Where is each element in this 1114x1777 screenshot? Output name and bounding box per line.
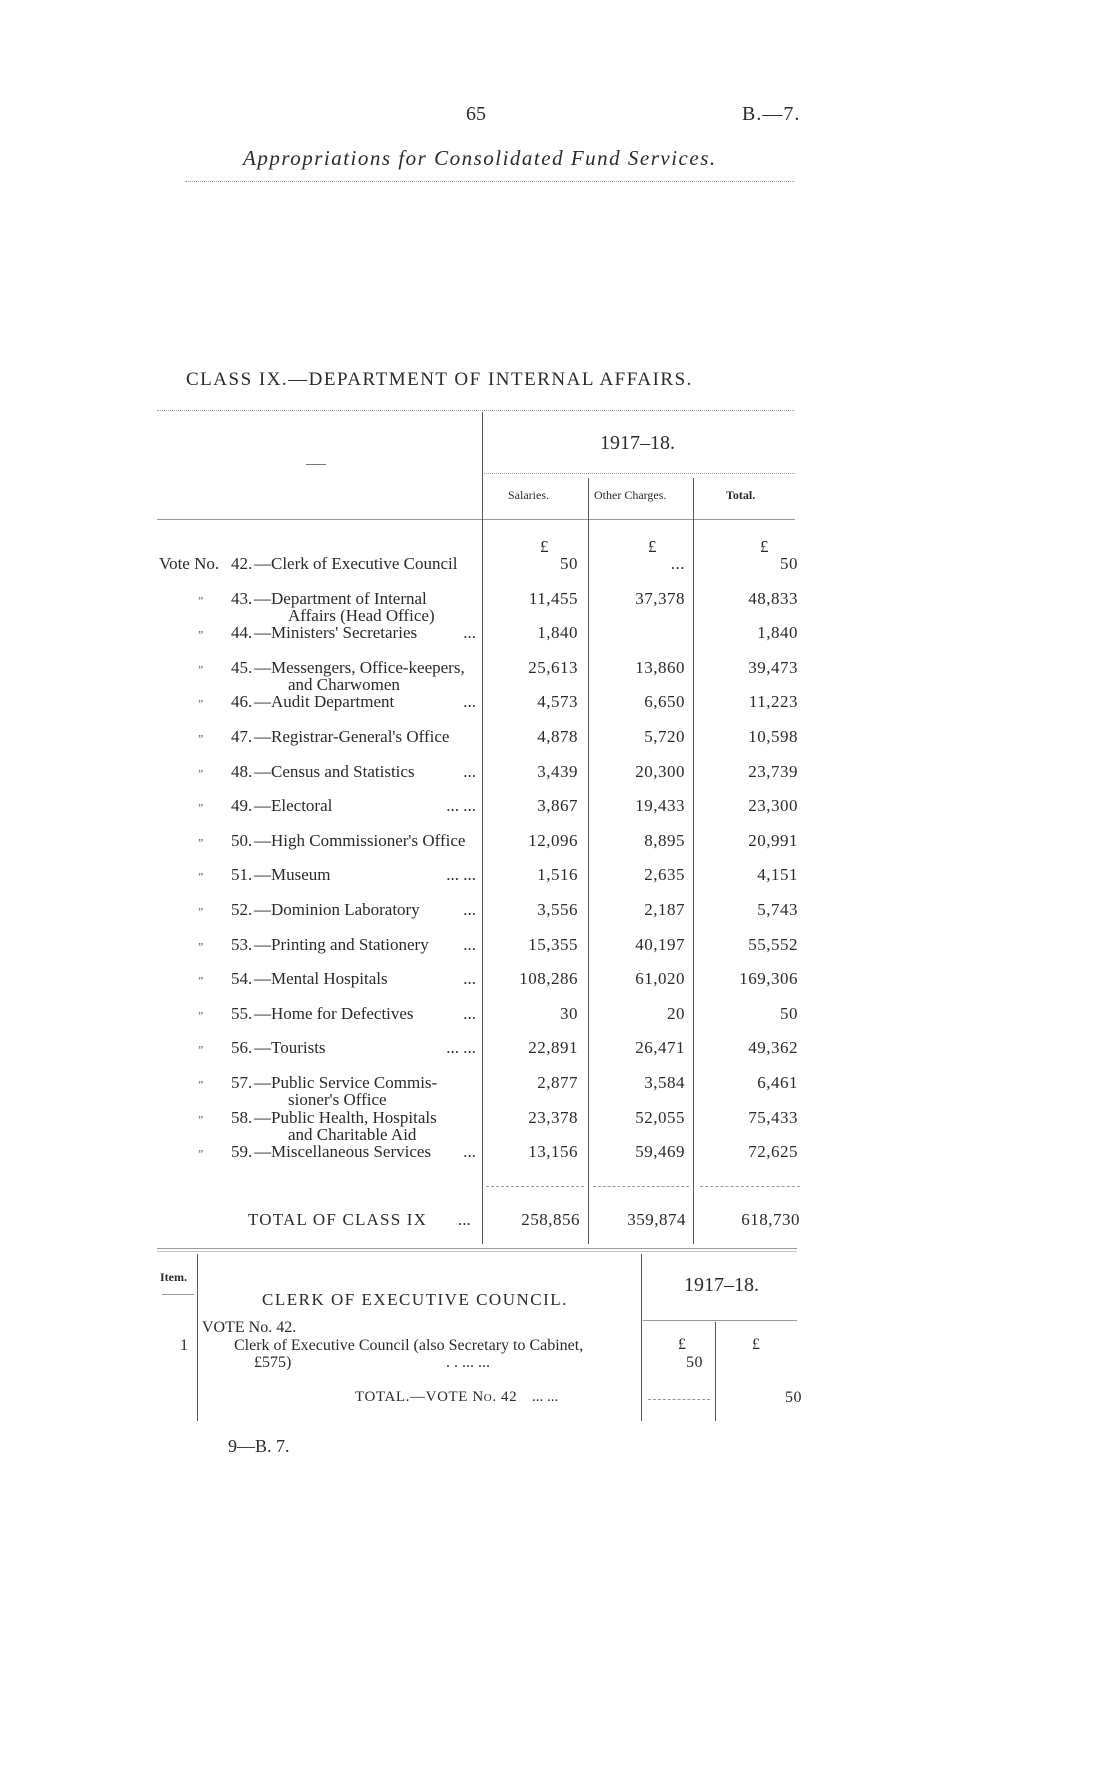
- other-value: 3,584: [644, 1073, 685, 1092]
- vote-name: —Home for Defectives: [254, 1003, 414, 1023]
- salaries-value: 13,156: [528, 1142, 578, 1162]
- vote-number: 45.: [231, 657, 253, 677]
- vote-number: 55.: [231, 1003, 253, 1023]
- ditto-mark: „: [198, 828, 205, 843]
- other-value: 20,300: [635, 761, 685, 781]
- vote-name-cont: Affairs (Head Office): [288, 605, 435, 625]
- total-value: 10,598: [748, 727, 798, 746]
- salaries-value: 4,878: [537, 727, 578, 746]
- amount-inner-divider: [715, 1322, 716, 1421]
- ditto-mark: „: [198, 690, 205, 705]
- total-value: 48,833: [748, 588, 798, 608]
- vote-name: —Tourists: [254, 1038, 326, 1058]
- col-header-other: Other Charges.: [594, 488, 667, 502]
- stub-divider: [482, 412, 483, 1244]
- vote-name: —Printing and Stationery: [254, 934, 429, 954]
- vote-number: 54.: [231, 969, 253, 989]
- other-value: 61,020: [635, 969, 685, 989]
- total-value: 39,473: [748, 657, 798, 677]
- other-value: 40,197: [635, 934, 685, 954]
- item-number: 1: [180, 1337, 188, 1354]
- ditto-mark: „: [198, 655, 205, 670]
- vote-name: —Registrar-General's Office: [254, 727, 450, 746]
- document-ref: B.—7.: [742, 103, 801, 125]
- salaries-divider: [588, 478, 589, 1244]
- vote-name: —Public Health, Hospitals: [254, 1107, 437, 1127]
- vote-number: 43.: [231, 588, 253, 608]
- item-line-1: Clerk of Executive Council (also Secretary to Cabinet,: [234, 1337, 584, 1354]
- unit-total: £: [760, 537, 769, 556]
- ditto-mark: „: [198, 586, 205, 601]
- vote-name-cont: sioner's Office: [288, 1090, 387, 1109]
- vote-dots: ... ...: [446, 796, 476, 816]
- page-title: Appropriations for Consolidated Fund Services.: [243, 146, 717, 170]
- total-value: 11,223: [748, 692, 798, 712]
- salaries-value: 25,613: [528, 657, 578, 677]
- salaries-value: 12,096: [528, 830, 578, 850]
- unit-salaries: £: [540, 537, 549, 556]
- total-value: 23,739: [748, 761, 798, 781]
- total-value: 20,991: [748, 830, 798, 850]
- vote-name: —Clerk of Executive Council: [254, 554, 458, 573]
- salaries-value: 15,355: [528, 934, 578, 954]
- vote-number: 46.: [231, 692, 253, 712]
- total-value: 75,433: [748, 1107, 798, 1127]
- salaries-value: 11,455: [528, 588, 578, 608]
- class-title: CLASS IX.—DEPARTMENT OF INTERNAL AFFAIRS.: [186, 369, 693, 390]
- total-value: 5,743: [757, 900, 798, 919]
- vote-number: 49.: [231, 796, 253, 816]
- other-value: 52,055: [635, 1107, 685, 1127]
- col-header-total: Total.: [726, 488, 756, 502]
- vote-dots: ... ...: [446, 1038, 476, 1058]
- vote-dots: ...: [463, 761, 476, 781]
- vote-number: 57.: [231, 1073, 253, 1092]
- item-header-rule: [162, 1294, 194, 1295]
- col-header-salaries: Salaries.: [508, 488, 549, 502]
- vote-name: —Messengers, Office-keepers,: [254, 657, 465, 677]
- unit-other: £: [648, 537, 657, 556]
- other-value: 5,720: [644, 727, 685, 746]
- vote-number: 47.: [231, 727, 253, 746]
- vote-number: 42.: [231, 554, 253, 573]
- unit-left: £: [678, 1336, 686, 1353]
- ditto-mark: „: [198, 1036, 205, 1051]
- total-label-dots: ...: [458, 1210, 471, 1229]
- total-value: 4,151: [757, 865, 798, 885]
- vote-number: 59.: [231, 1142, 253, 1162]
- ditto-mark: „: [198, 1105, 205, 1120]
- total-value: 50: [780, 554, 798, 573]
- vote-number: 44.: [231, 623, 253, 643]
- item-header: Item.: [160, 1270, 187, 1284]
- total-value: 49,362: [748, 1038, 798, 1058]
- salaries-value: 3,867: [537, 796, 578, 816]
- ditto-mark: „: [198, 863, 205, 878]
- vote-total-dots: ... ...: [532, 1389, 559, 1405]
- vote-number: 58.: [231, 1107, 253, 1127]
- salaries-value: 1,516: [537, 865, 578, 885]
- unit-right: £: [752, 1336, 760, 1353]
- vote-name: —Museum: [254, 865, 331, 885]
- other-value: 2,635: [644, 865, 685, 885]
- vote-name: —Public Service Commis-: [254, 1073, 438, 1092]
- total-rule-salaries: [486, 1186, 584, 1187]
- vote-number: 50.: [231, 830, 253, 850]
- salaries-value: 50: [560, 554, 578, 573]
- amount-divider: [641, 1254, 642, 1421]
- vote-dots: ...: [463, 623, 476, 643]
- salaries-value: 22,891: [528, 1038, 578, 1058]
- item-line-2-dots: . . ... ...: [446, 1354, 490, 1371]
- vote-number: 56.: [231, 1038, 253, 1058]
- vote-dots: ...: [463, 969, 476, 989]
- vote-name: —Audit Department: [254, 692, 395, 712]
- item-divider: [197, 1254, 198, 1421]
- vote-dots: ...: [463, 900, 476, 919]
- footer-signature: 9—B. 7.: [228, 1436, 290, 1456]
- ditto-mark: „: [198, 621, 205, 636]
- year-heading: 1917–18.: [600, 432, 675, 454]
- ditto-mark: „: [198, 967, 205, 982]
- vote-name: —Dominion Laboratory: [254, 900, 420, 919]
- salaries-value: 3,439: [537, 761, 578, 781]
- vote-name-cont: and Charitable Aid: [288, 1124, 417, 1144]
- salaries-value: 1,840: [537, 623, 578, 643]
- vote-prefix: Vote No.: [159, 554, 220, 573]
- vote-number: 48.: [231, 761, 253, 781]
- salaries-value: 23,378: [528, 1107, 578, 1127]
- total-value: 169,306: [739, 969, 798, 989]
- total-rule-total: [700, 1186, 800, 1187]
- vote-number: 53.: [231, 934, 253, 954]
- vote-name: —Department of Internal: [254, 588, 427, 608]
- other-value: 8,895: [644, 830, 685, 850]
- other-value: 6,650: [644, 692, 685, 712]
- salaries-value: 2,877: [537, 1073, 578, 1092]
- total-value: 1,840: [757, 623, 798, 643]
- other-value: 37,378: [635, 588, 685, 608]
- clerk-year: 1917–18.: [684, 1274, 759, 1296]
- total-value: 55,552: [748, 934, 798, 954]
- year-rule: [484, 473, 795, 474]
- vote-name: —Ministers' Secretaries: [254, 623, 418, 643]
- header-rule: [185, 181, 795, 182]
- vote-total-rule: [648, 1399, 710, 1400]
- vote-number: 51.: [231, 865, 253, 885]
- other-value: 19,433: [635, 796, 685, 816]
- total-value: 50: [780, 1003, 798, 1023]
- total-salaries: 258,856: [521, 1210, 580, 1229]
- ditto-mark: „: [198, 898, 205, 912]
- ditto-mark: „: [198, 1071, 205, 1085]
- item-amount: 50: [686, 1354, 703, 1371]
- vote-total-label: TOTAL.—VOTE No. 42: [355, 1389, 518, 1405]
- other-value: 26,471: [635, 1038, 685, 1058]
- vote-dots: ...: [463, 692, 476, 712]
- salaries-value: 4,573: [537, 692, 578, 712]
- clerk-year-rule: [643, 1320, 797, 1321]
- vote-dots: ...: [463, 1142, 476, 1162]
- salaries-value: 30: [560, 1003, 578, 1023]
- item-line-2: £575): [254, 1354, 292, 1371]
- other-value: ...: [670, 554, 685, 573]
- total-value: 6,461: [757, 1073, 798, 1092]
- page-number: 65: [466, 103, 486, 125]
- total-value: 23,300: [748, 796, 798, 816]
- other-divider: [693, 478, 694, 1244]
- ditto-mark: „: [198, 1140, 205, 1155]
- col-header-rule: [157, 519, 795, 520]
- vote-dots: ...: [463, 1003, 476, 1023]
- clerk-title: CLERK OF EXECUTIVE COUNCIL.: [262, 1290, 568, 1309]
- vote-dots: ...: [463, 934, 476, 954]
- vote-name: —High Commissioner's Office: [254, 830, 466, 850]
- other-value: 20: [667, 1003, 685, 1023]
- vote-number: 52.: [231, 900, 253, 919]
- salaries-value: 108,286: [519, 969, 578, 989]
- total-other: 359,874: [627, 1210, 686, 1229]
- ditto-mark: „: [198, 759, 205, 774]
- total-label: TOTAL OF CLASS IX: [248, 1210, 428, 1229]
- other-value: 13,860: [635, 657, 685, 677]
- vote-name: —Electoral: [254, 796, 333, 816]
- ditto-mark: „: [198, 794, 205, 809]
- vote-dots: ... ...: [446, 865, 476, 885]
- ditto-mark: „: [198, 932, 205, 947]
- vote-name: —Census and Statistics: [254, 761, 415, 781]
- ditto-mark: „: [198, 1001, 205, 1016]
- ditto-mark: „: [198, 725, 205, 739]
- other-value: 2,187: [644, 900, 685, 919]
- other-value: 59,469: [635, 1142, 685, 1162]
- total-value: 72,625: [748, 1142, 798, 1162]
- vote-line: VOTE No. 42.: [202, 1319, 297, 1336]
- vote-name: —Mental Hospitals: [254, 969, 388, 989]
- stub-dash: —: [306, 452, 326, 474]
- class-title-rule: [157, 410, 795, 411]
- vote-name-cont: and Charwomen: [288, 674, 400, 694]
- vote-name: —Miscellaneous Services: [254, 1142, 432, 1162]
- total-rule-other: [593, 1186, 689, 1187]
- salaries-value: 3,556: [537, 900, 578, 919]
- total-total: 618,730: [741, 1210, 800, 1229]
- vote-total-amount: 50: [785, 1389, 802, 1406]
- section-divider: [157, 1248, 797, 1249]
- section-divider-2: [157, 1251, 797, 1252]
